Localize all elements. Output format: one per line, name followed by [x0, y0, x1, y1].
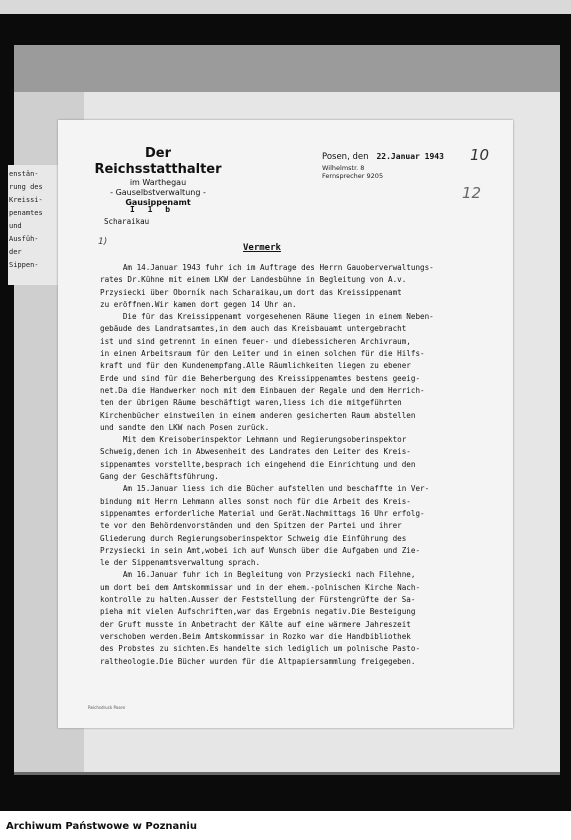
body-line: Przysiecki in sein Amt,wobei ich auf Wunsch über die Aufgaben und Zie- — [100, 545, 421, 555]
letterhead-office: Gausippenamt — [125, 198, 191, 207]
body-line: zu eröffnen.Wir kamen dort gegen 14 Uhr an. — [100, 299, 297, 309]
body-line: Erde und sind für die Beherbergung des Kreissippenamtes bestens geeig- — [100, 373, 421, 383]
body-line: Am 14.Januar 1943 fuhr ich im Auftrage des Herrn Gauoberverwaltungs- — [100, 263, 434, 272]
body-line: sippenamtes erforderliche Material und Gerät.Nachmittags 16 Uhr erfolg- — [100, 508, 425, 518]
body-line: Am 16.Januar fuhr ich in Begleitung von Przysiecki nach Filehne, — [100, 570, 416, 580]
body-line: te vor den Behördenvorständen und den Spitzen der Partei und ihrer — [100, 521, 402, 531]
body-line: kraft und für den Kundenempfang.Alle Räumlichkeiten liegen zu ebener — [100, 361, 411, 371]
left-page-text — [9, 168, 59, 272]
handwritten-folio-number: 12 — [462, 184, 482, 202]
address-phone: Fernsprecher 9205 — [322, 172, 384, 180]
body-line: in einen Arbeitsraum für den Leiter und in einen solchen für die Hilfs- — [100, 349, 425, 359]
left-fragment: Kreissi- — [9, 196, 43, 204]
letterhead-line: - Gauselbstverwaltung - — [110, 188, 206, 197]
body-line: Die für das Kreissippenamt vorgesehenen Räume liegen in einem Neben- — [100, 312, 434, 322]
letterhead-line: im Warthegau — [129, 178, 187, 187]
body-line: gebäude des Landratsamtes,in dem auch das Kreisbauamt untergebracht — [100, 324, 407, 334]
scan-frame-top — [14, 45, 560, 93]
body-line: sippenamtes vorstellte,besprach ich eingehend die Einrichtung und den — [100, 459, 416, 469]
body-line: net.Da die Handwerker noch mit dem Einbauen der Regale und dem Herrich- — [100, 385, 425, 395]
dateline-place: Posen, den — [322, 152, 369, 162]
printer-mark: Reichsdruck Posen — [88, 705, 126, 710]
archive-label: Archiwum Państwowe w Poznaniu — [6, 821, 197, 832]
left-fragment: Sippen- — [9, 261, 39, 269]
handwritten-page-number: 10 — [470, 146, 490, 164]
body-line: kontrolle zu halten.Ausser der Feststellung der Fürstengrüfte der Sa- — [100, 595, 416, 605]
left-fragment: Ausfüh- — [9, 235, 39, 243]
body-line: raltheologie.Die Bücher wurden für die Altpapiersammlung freigegeben. — [100, 656, 416, 666]
dateline-date: 22.Januar 1943 — [376, 152, 444, 161]
address-block — [322, 164, 383, 180]
body-line: Gang der Geschäftsführung. — [100, 472, 219, 482]
body-line: rates Dr.Kühne mit einem LKW der Landesbühne in Begleitung von A.v. — [100, 275, 407, 285]
left-fragment: rung des — [9, 183, 43, 191]
body-line: Kirchenbücher einstweilen in einem anderen gesicherten Raum abstellen — [100, 410, 416, 420]
left-fragment: der — [9, 248, 22, 256]
left-fragment: penamtes — [9, 209, 43, 217]
left-fragment: enstän- — [9, 170, 39, 178]
address-street: Wilhelmstr. 8 — [322, 164, 365, 172]
body-line: und sandte den LKW nach Posen zurück. — [100, 422, 270, 432]
body-line: le der Sippenamtsverwaltung sprach. — [100, 558, 261, 568]
letterhead-title: Der Reichsstatthalter — [94, 146, 222, 177]
body-line: bindung mit Herrn Lehmann alles sonst noch für die Arbeit des Kreis- — [100, 496, 411, 506]
body-line: Am 15.Januar liess ich die Bücher aufstellen und beschaffte in Ver- — [100, 484, 430, 494]
body-line: um dort bei dem Amtskommissar und in der ehem.-polnischen Kirche Nach- — [100, 582, 421, 592]
body-line: Schweig,denen ich in Abwesenheit des Landrates den Leiter des Kreis- — [100, 447, 411, 457]
body-line: des Probstes zu sichten.Es handelte sich lediglich um polnische Pasto- — [100, 644, 421, 654]
top-strip — [0, 0, 571, 14]
document-body — [100, 262, 512, 668]
body-line: ist und sind getrennt in einen feuer- und diebessicheren Archivraum, — [100, 336, 411, 346]
body-line: verschoben werden.Beim Amtskommissar in Rozko war die Handbibliothek — [100, 631, 411, 641]
handwritten-mark: 1) — [98, 237, 108, 247]
left-fragment: und — [9, 222, 22, 230]
document-title: Vermerk — [243, 243, 281, 253]
body-line: der Gruft musste in Anbetracht der Kälte auf eine wärmere Jahreszeit — [100, 619, 411, 629]
letterhead — [88, 146, 228, 208]
reference-place: Scharaikau — [104, 217, 150, 226]
dateline — [322, 152, 444, 162]
body-line: Mit dem Kreisoberinspektor Lehmann und Regierungsoberinspektor — [100, 435, 407, 445]
body-line: ten der übrigen Räume beschäftigt waren,liess ich die mitgeführten — [100, 398, 402, 408]
department-code: I 1 b — [130, 205, 175, 214]
body-line: pieha mit vielen Aufschriften,war das Ergebnis negativ.Die Besteigung — [100, 607, 416, 617]
body-line: Gliederung durch Regierungsoberinspektor Schweig die Einführung des — [100, 533, 407, 543]
body-line: Przysiecki über Oborník nach Scharaikau,um dort das Kreissippenamt — [100, 287, 402, 297]
